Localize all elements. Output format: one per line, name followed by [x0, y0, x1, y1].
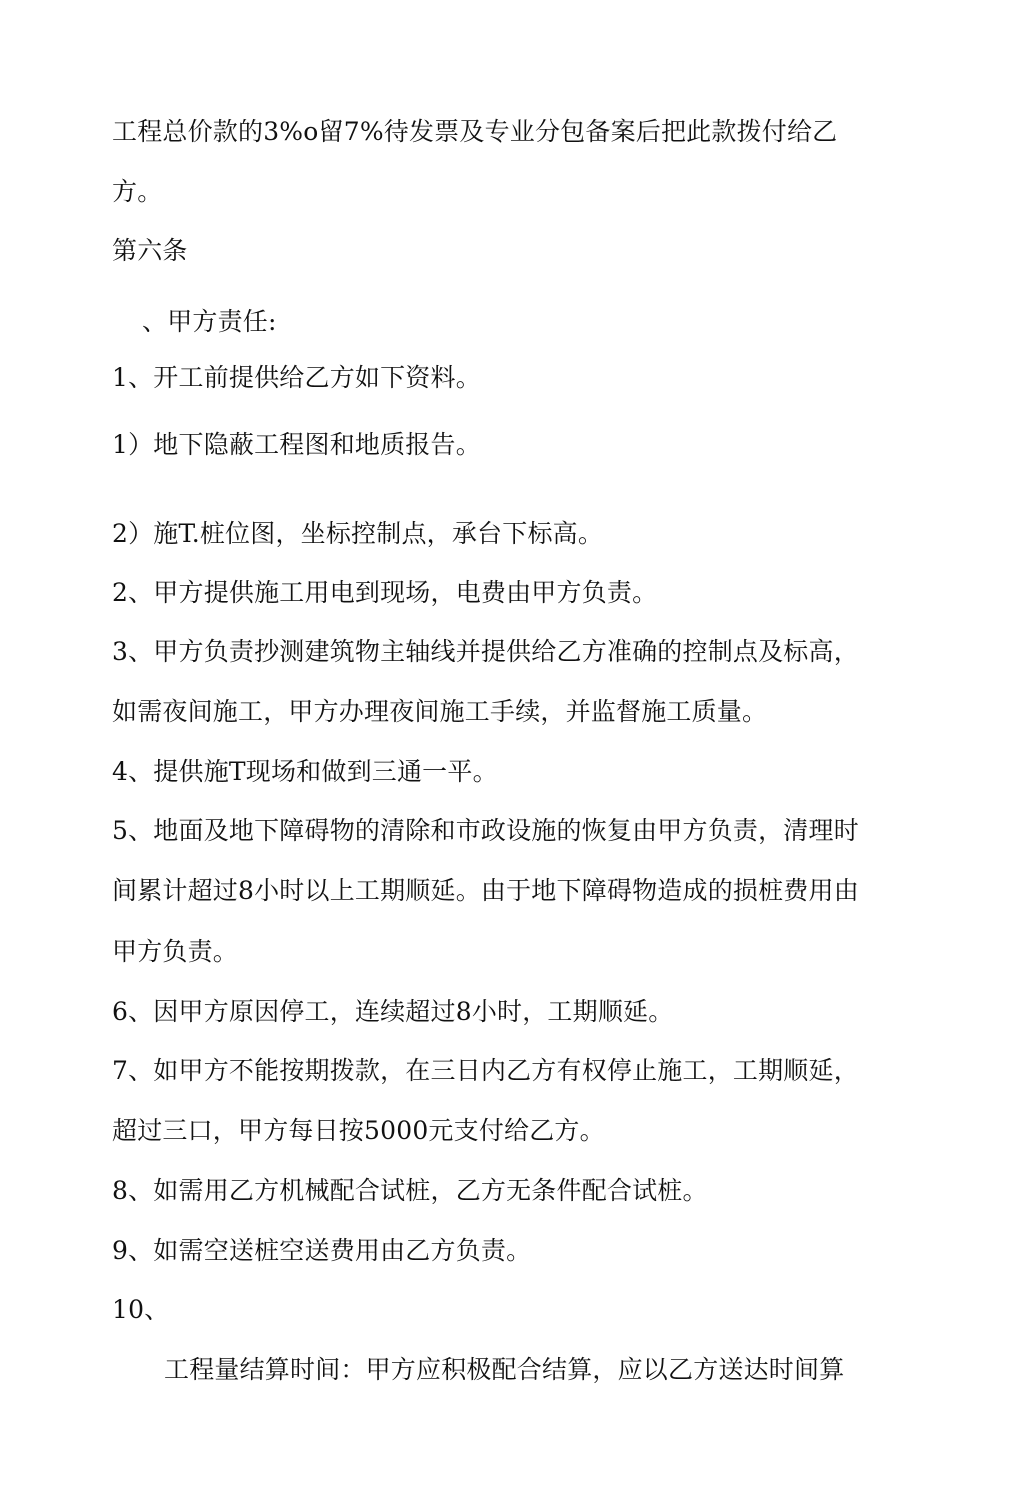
text-line-17: 超过三口，甲方每日按5000元支付给乙方。: [112, 1116, 605, 1145]
section-heading: 、甲方责任:: [142, 307, 277, 336]
text-line-20: 10、: [112, 1295, 170, 1324]
text-line-2: 方。: [112, 177, 163, 206]
text-line-14: 甲方负责。: [112, 937, 239, 966]
text-line-5: 1、开工前提供给乙方如下资料。: [112, 363, 481, 392]
text-line-21: 工程量结算时间：甲方应积极配合结算，应以乙方送达时间算: [164, 1355, 845, 1384]
text-line-10: 如需夜间施工，甲方办理夜间施工手续，并监督施工质量。: [112, 697, 768, 726]
text-line-7: 2）施T.桩位图，坐标控制点，承台下标高。: [112, 519, 604, 548]
text-line-16: 7、如甲方不能按期拨款，在三日内乙方有权停止施工，工期顺延，: [112, 1056, 859, 1085]
text-line-13: 间累计超过8小时以上工期顺延。由于地下障碍物造成的损桩费用由: [112, 876, 859, 905]
text-line-1: 工程总价款的3%o留7%待发票及专业分包备案后把此款拨付给乙: [112, 117, 838, 146]
text-line-18: 8、如需用乙方机械配合试桩，乙方无条件配合试桩。: [112, 1176, 708, 1205]
text-line-19: 9、如需空送桩空送费用由乙方负责。: [112, 1236, 532, 1265]
text-line-9: 3、甲方负责抄测建筑物主轴线并提供给乙方准确的控制点及标高，: [112, 637, 859, 666]
text-line-12: 5、地面及地下障碍物的清除和市政设施的恢复由甲方负责，清理时: [112, 816, 859, 845]
article-heading: 第六条: [112, 236, 188, 265]
text-line-11: 4、提供施T现场和做到三通一平。: [112, 757, 498, 786]
text-line-15: 6、因甲方原因停工，连续超过8小时，工期顺延。: [112, 997, 674, 1026]
text-line-6: 1）地下隐蔽工程图和地质报告。: [112, 430, 481, 459]
text-line-8: 2、甲方提供施工用电到现场，电费由甲方负责。: [112, 578, 658, 607]
